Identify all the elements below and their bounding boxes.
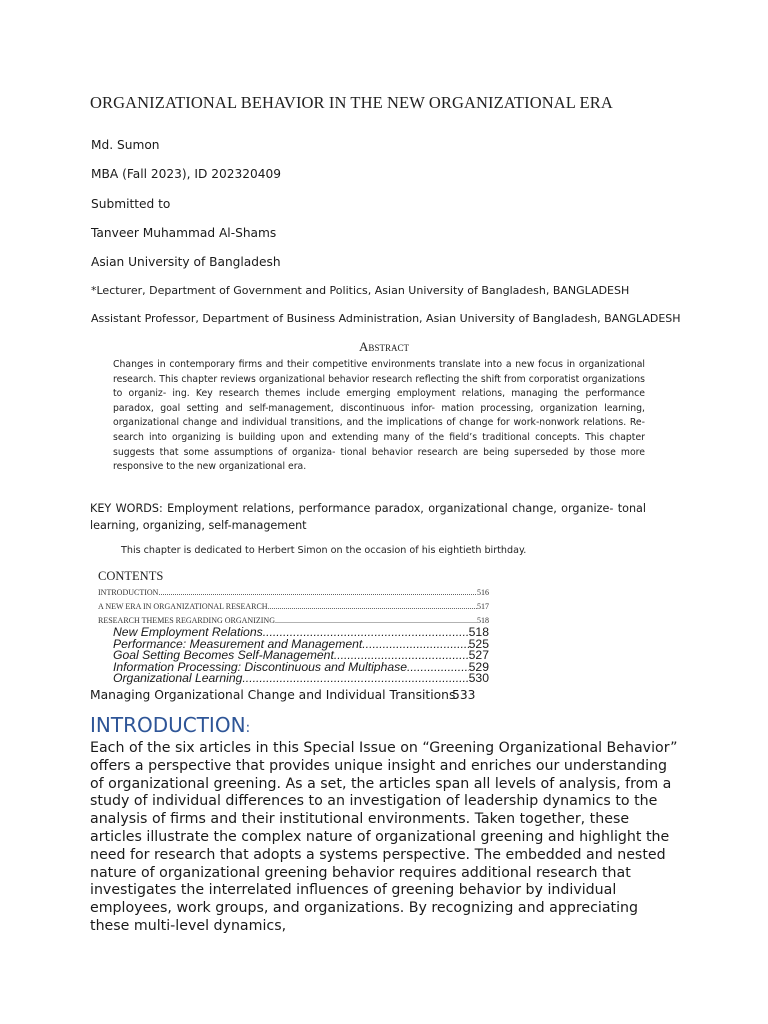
toc-entry-page: 525 — [468, 639, 489, 651]
toc-leader — [362, 639, 468, 651]
affiliation-lecturer: *Lecturer, Department of Government and Politics, Asian University of Bangladesh, BANGLADESH — [91, 284, 630, 297]
introduction-text: Each of the six articles in this Special Issue on “Greening Organizational Behavior” offers a perspective that provides unique insight and enriches our understanding of organizational greening. As a set, the articles span all levels of analysis, from a study of individual differences to an investigation of leadership dynamics to the analysis of firms and their institutional environments. Taken together, these articles illustrate the complex nature of organizational greening and highlight the need for research that adopts a systems perspective. The embedded and nested nature of organizational greening behavior requires additional research that investigates the interrelated influences of greening behavior by individual employees, work groups, and organizations. By recognizing and appreciating these multi-level dynamics, — [90, 740, 678, 934]
toc-entry-page: 529 — [468, 662, 489, 674]
toc-leader — [334, 650, 469, 662]
toc-subentry[interactable] — [113, 650, 489, 662]
toc-entry-label: A NEW ERA IN ORGANIZATIONAL RESEARCH — [98, 602, 268, 611]
toc-leader — [275, 616, 477, 625]
university-name: Asian University of Bangladesh — [91, 255, 281, 269]
toc-entry-page: 516 — [477, 588, 489, 597]
toc-leader — [242, 673, 468, 685]
toc-entry-page: 517 — [477, 602, 489, 611]
toc-entry-page: 518 — [468, 627, 489, 639]
author-name: Md. Sumon — [91, 138, 160, 152]
toc-entry-label: Performance: Measurement and Management — [113, 639, 363, 651]
abstract-heading: Abstract — [359, 339, 409, 354]
toc-entry-label: New Employment Relations — [113, 627, 263, 639]
toc-leader — [158, 588, 477, 597]
toc-subentry[interactable] — [113, 627, 489, 639]
toc-entry-page: 527 — [468, 650, 489, 662]
program-id: MBA (Fall 2023), ID 202320409 — [91, 167, 282, 181]
submitted-to-label: Submitted to — [91, 197, 171, 211]
dedication: This chapter is dedicated to Herbert Simon on the occasion of his eightieth birthday. — [121, 545, 527, 556]
keywords: KEY WORDS: Employment relations, performance paradox, organizational change, organize- tonal learning, organizing, self-management — [90, 502, 646, 532]
toc-leader — [407, 662, 469, 674]
document-title: ORGANIZATIONAL BEHAVIOR IN THE NEW ORGANIZATIONAL ERA — [90, 93, 613, 112]
introduction-heading-text: INTRODUCTION — [90, 713, 246, 737]
contents-heading: CONTENTS — [98, 569, 164, 583]
toc-entry[interactable] — [98, 602, 489, 611]
toc-entry-label: RESEARCH THEMES REGARDING ORGANIZING — [98, 616, 275, 625]
toc-entry-page: 518 — [477, 616, 489, 625]
abstract-text: Changes in contemporary firms and their competitive environments translate into a new focus in organizational research. This chapter reviews organizational behavior research reflecting the shift from corporatist organizations to organiz- ing. Key research themes include emerging employment relations, managing the performance paradox, goal setting and self-management, discontinuous infor- mation processing, organization learning, organizational change and individual transitions, and the implications of change for work-nonwork relations. Re- search into organizing is building upon and extending many of the field’s traditional concepts. This chapter suggests that some assumptions of organiza- tional behavior research are being superseded by those more responsive to the new organizational era. — [113, 359, 645, 473]
toc-entry[interactable] — [98, 616, 489, 625]
toc-entry-label: INTRODUCTION — [98, 588, 159, 597]
toc-leader — [268, 602, 477, 611]
toc-entry-label: Organizational Learning — [113, 673, 243, 685]
toc-entry-page: 530 — [468, 673, 489, 685]
toc-subentry[interactable] — [113, 673, 489, 685]
toc-entry-page: 533 — [452, 688, 476, 702]
introduction-heading-colon: : — [245, 720, 251, 736]
recipient-name: Tanveer Muhammad Al-Shams — [91, 226, 277, 240]
toc-entry[interactable] — [98, 588, 489, 597]
toc-entry-label: Managing Organizational Change and Individual Transitions — [90, 688, 456, 702]
introduction-heading — [90, 713, 250, 737]
toc-entry-label: Goal Setting Becomes Self-Management — [113, 650, 334, 662]
toc-subentry[interactable] — [113, 639, 489, 651]
toc-entry-label: Information Processing: Discontinuous and Multiphase — [113, 662, 408, 674]
affiliation-professor: Assistant Professor, Department of Business Administration, Asian University of Bangladesh, BANGLADESH — [91, 312, 681, 325]
toc-subentry[interactable] — [113, 662, 489, 674]
toc-entry-last[interactable] — [90, 688, 476, 702]
toc-leader — [263, 627, 469, 639]
